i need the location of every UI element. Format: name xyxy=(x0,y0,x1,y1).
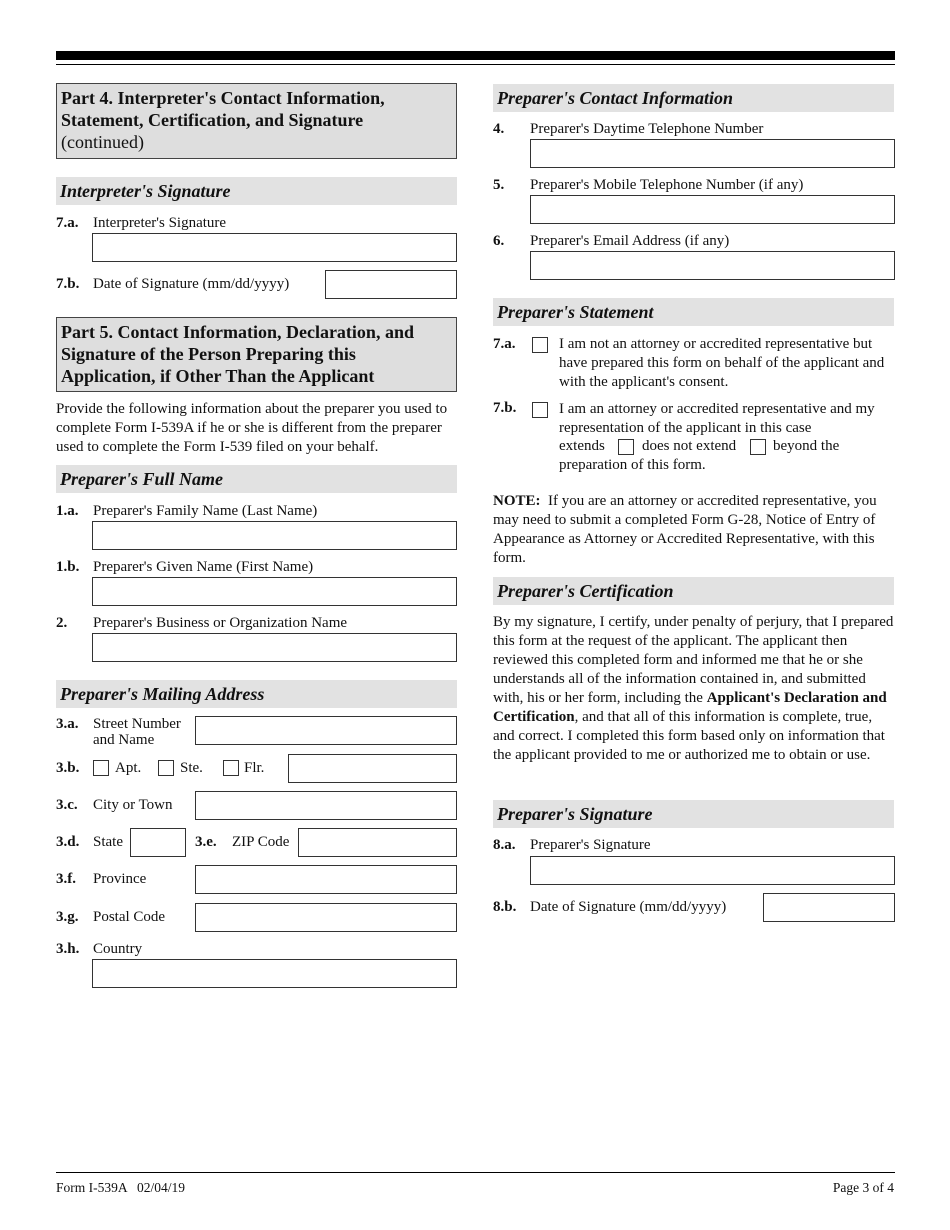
q1b-number: 1.b. xyxy=(56,559,80,575)
zip-field[interactable] xyxy=(298,828,457,857)
q3e-number: 3.e. xyxy=(195,834,217,850)
beyond-label: beyond the xyxy=(773,438,840,454)
q7a-number: 7.a. xyxy=(56,215,79,231)
given-name-field[interactable] xyxy=(92,577,457,606)
q3b-number: 3.b. xyxy=(56,760,80,776)
state-field[interactable] xyxy=(130,828,186,857)
part5-title: Part 5. Contact Information, Declaration, and Signature of the Person Preparing this Application, if Other Than the Applicant xyxy=(61,322,414,386)
province-field[interactable] xyxy=(195,865,457,894)
attorney-checkbox[interactable] xyxy=(532,402,548,418)
q3d-number: 3.d. xyxy=(56,834,80,850)
mailing-address-heading: Preparer's Mailing Address xyxy=(56,680,457,708)
q3a-label-line1: Street Number xyxy=(93,716,181,732)
does-not-extend-label: does not extend xyxy=(642,438,737,454)
certification-heading: Preparer's Certification xyxy=(493,577,894,605)
apt-label: Apt. xyxy=(115,760,142,776)
q3h-label: Country xyxy=(93,941,143,957)
certification-text-before: By my signature, I certify, under penalty of perjury, that I prepared this form at the request of the applicant. The applicant then reviewed this completed form and informed me that he or she understands all of the information contained in, and submitted with, his or her form, including the xyxy=(493,614,894,706)
part5-header xyxy=(56,317,457,392)
top-rule-thin xyxy=(56,64,895,65)
country-field[interactable] xyxy=(92,959,457,988)
note-label: NOTE: xyxy=(493,493,541,509)
q1a-number: 1.a. xyxy=(56,503,79,519)
q5-number: 5. xyxy=(493,177,505,193)
part4-continued: (continued) xyxy=(61,132,144,152)
certification-text-after: , and that all of this information is complete, true, and correct. I completed this form based only on information that the applicant provided to me or authorized me to obtain or use. xyxy=(493,709,885,763)
q6-label: Preparer's Email Address (if any) xyxy=(530,233,730,249)
q3g-label: Postal Code xyxy=(93,909,166,925)
q2-number: 2. xyxy=(56,615,68,631)
q7b-number: 7.b. xyxy=(56,276,80,292)
not-attorney-checkbox[interactable] xyxy=(532,337,548,353)
q8b-label: Date of Signature (mm/dd/yyyy) xyxy=(530,899,727,915)
top-rule-thick xyxy=(56,51,895,60)
q3a-label-line2: and Name xyxy=(93,732,155,748)
preparer-date-field[interactable] xyxy=(763,893,895,922)
part5-intro: Provide the following information about the preparer you used to complete Form I-539A if he or she is different from the preparer used to complete the Form I-539 filed on your behalf. xyxy=(56,401,448,455)
q3d-label: State xyxy=(93,834,123,850)
interpreter-signature-heading: Interpreter's Signature xyxy=(56,177,457,205)
business-name-field[interactable] xyxy=(92,633,457,662)
statement-heading: Preparer's Statement xyxy=(493,298,894,326)
q3h-number: 3.h. xyxy=(56,941,80,957)
full-name-heading: Preparer's Full Name xyxy=(56,465,457,493)
q3e-label: ZIP Code xyxy=(232,834,290,850)
part4-title: Part 4. Interpreter's Contact Information, Statement, Certification, and Signature xyxy=(61,88,385,130)
stmt-7a-text: I am not an attorney or accredited representative but have prepared this form on behalf of the applicant and with the applicant's consent. xyxy=(559,336,885,390)
q1a-label: Preparer's Family Name (Last Name) xyxy=(93,503,318,519)
ste-checkbox[interactable] xyxy=(158,760,174,776)
footer-form-id: Form I-539A 02/04/19 xyxy=(56,1180,186,1195)
stmt-7a-number: 7.a. xyxy=(493,336,516,352)
unit-number-field[interactable] xyxy=(288,754,457,783)
certification-paragraph xyxy=(493,613,894,765)
street-field[interactable] xyxy=(195,716,457,745)
q3f-label: Province xyxy=(93,871,147,887)
preparation-label: preparation of this form. xyxy=(559,457,706,473)
family-name-field[interactable] xyxy=(92,521,457,550)
part4-header xyxy=(56,83,457,159)
extends-label: extends xyxy=(559,438,605,454)
postal-code-field[interactable] xyxy=(195,903,457,932)
q5-label: Preparer's Mobile Telephone Number (if any) xyxy=(530,177,804,193)
footer-rule xyxy=(56,1172,895,1173)
contact-info-heading: Preparer's Contact Information xyxy=(493,84,894,112)
city-field[interactable] xyxy=(195,791,457,820)
extends-checkbox[interactable] xyxy=(618,439,634,455)
interpreter-signature-field[interactable] xyxy=(92,233,457,262)
stmt-7b-number: 7.b. xyxy=(493,400,517,416)
footer-page-number: Page 3 of 4 xyxy=(832,1180,894,1195)
daytime-phone-field[interactable] xyxy=(530,139,895,168)
flr-label: Flr. xyxy=(244,760,265,776)
apt-checkbox[interactable] xyxy=(93,760,109,776)
q3g-number: 3.g. xyxy=(56,909,79,925)
q8a-label: Preparer's Signature xyxy=(530,837,651,853)
q8a-number: 8.a. xyxy=(493,837,516,853)
q4-label: Preparer's Daytime Telephone Number xyxy=(530,121,764,137)
q3c-label: City or Town xyxy=(93,797,173,813)
q7b-label: Date of Signature (mm/dd/yyyy) xyxy=(93,276,290,292)
q4-number: 4. xyxy=(493,121,505,137)
q6-number: 6. xyxy=(493,233,505,249)
ste-label: Ste. xyxy=(180,760,203,776)
preparer-signature-heading: Preparer's Signature xyxy=(493,800,894,828)
does-not-extend-checkbox[interactable] xyxy=(750,439,766,455)
note-text: If you are an attorney or accredited representative, you may need to submit a completed Form G-28, Notice of Entry of Appearance as Attorney or Accredited Representative, with this form. xyxy=(493,493,877,566)
q2-label: Preparer's Business or Organization Name xyxy=(93,615,348,631)
q7a-label: Interpreter's Signature xyxy=(93,215,227,231)
q8b-number: 8.b. xyxy=(493,899,517,915)
certification-text-bold: Applicant's Declaration and Certification xyxy=(493,690,887,725)
mobile-phone-field[interactable] xyxy=(530,195,895,224)
interpreter-date-field[interactable] xyxy=(325,270,457,299)
q3c-number: 3.c. xyxy=(56,797,78,813)
stmt-7b-text: I am an attorney or accredited representative and my representation of the applicant in this case xyxy=(559,401,875,436)
preparer-signature-field[interactable] xyxy=(530,856,895,885)
q1b-label: Preparer's Given Name (First Name) xyxy=(93,559,314,575)
note-paragraph xyxy=(493,492,894,568)
email-field[interactable] xyxy=(530,251,895,280)
flr-checkbox[interactable] xyxy=(223,760,239,776)
q3f-number: 3.f. xyxy=(56,871,76,887)
q3a-number: 3.a. xyxy=(56,716,79,732)
